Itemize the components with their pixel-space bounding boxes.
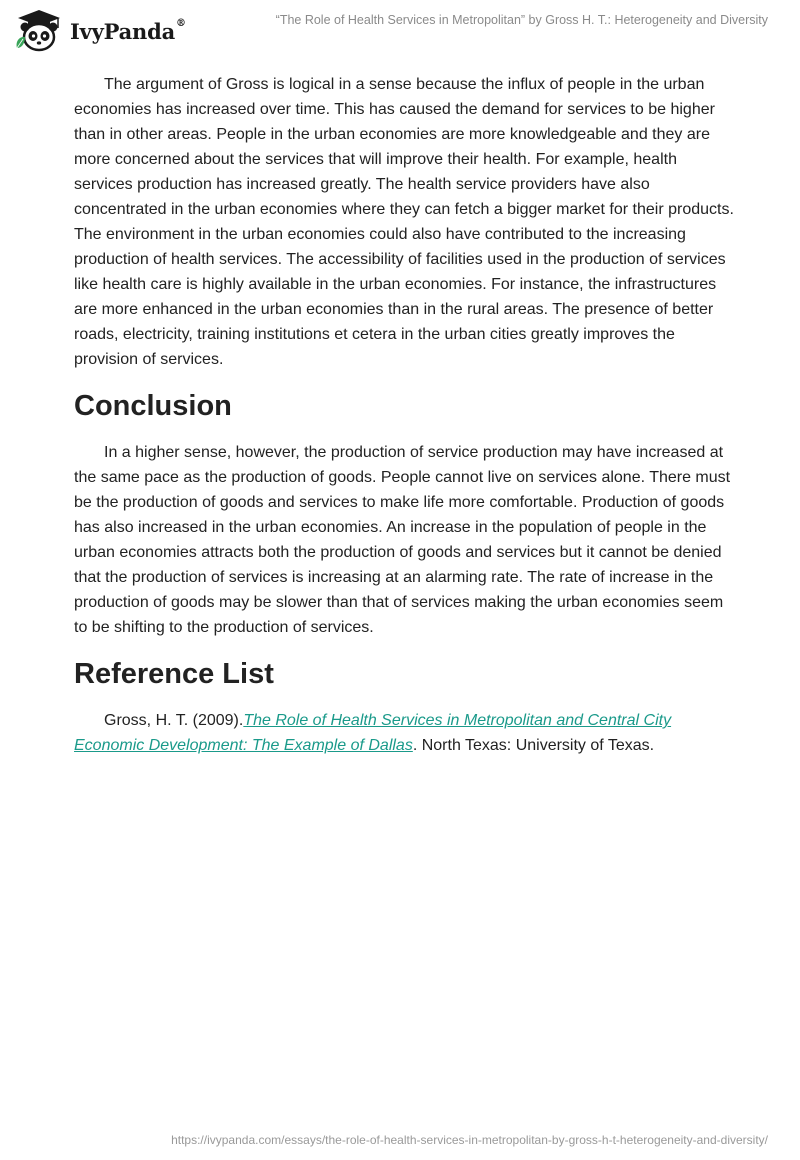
brand-name: IvyPanda® (70, 17, 186, 44)
running-title: “The Role of Health Services in Metropolitan” by Gross H. T.: Heterogeneity and Diversity (275, 13, 768, 27)
footer-url[interactable]: https://ivypanda.com/essays/the-role-of-health-services-in-metropolitan-by-gross-h-t-heterogeneity-and-diversity/ (171, 1133, 768, 1147)
page-header (0, 0, 800, 60)
essay-content (74, 72, 734, 758)
registered-mark: ® (176, 17, 186, 29)
panda-graduate-icon (14, 8, 64, 52)
reference-publisher: . North Texas: University of Texas. (412, 737, 655, 754)
reference-list-heading: Reference List (74, 658, 274, 690)
body-paragraph: The argument of Gross is logical in a sense because the influx of people in the urban economies has increased over time. This has caused the demand for services to be higher than in other areas. People in the urban economies are more knowledgeable and they are more concerned about the services that will improve their health. For example, health services production has increased greatly. The health service providers have also concentrated in the urban economies where they can fetch a bigger market for their products. The environment in the urban economies could also have contributed to the increasing production of health services. The accessibility of facilities used in the production of services like health care is highly available in the urban economies. For instance, the infrastructures are more enhanced in the urban economies than in the rural areas. The presence of better roads, electricity, training institutions et cetera in the urban cities greatly improves the provision of services. (74, 76, 734, 368)
conclusion-heading: Conclusion (74, 390, 232, 422)
reference-entry (74, 708, 734, 758)
reference-author-year: Gross, H. T. (2009). (104, 712, 244, 729)
conclusion-paragraph: In a higher sense, however, the production of service production may have increased at the same pace as the production of goods. People cannot live on services alone. There must be the production of goods and services to make life more comfortable. Production of goods has also increased in the urban economies. An increase in the population of people in the urban economies attracts both the production of goods and services but it cannot be denied that the production of services is increasing at an alarming rate. The rate of increase in the production of goods may be slower than that of services making the urban economies seem to be shifting to the production of services. (74, 444, 731, 636)
brand-logo[interactable] (14, 8, 186, 52)
reference-title-link[interactable]: The Role of Health Services in Metropolitan and Central City Economic Development: The Example of Dallas (74, 712, 672, 754)
